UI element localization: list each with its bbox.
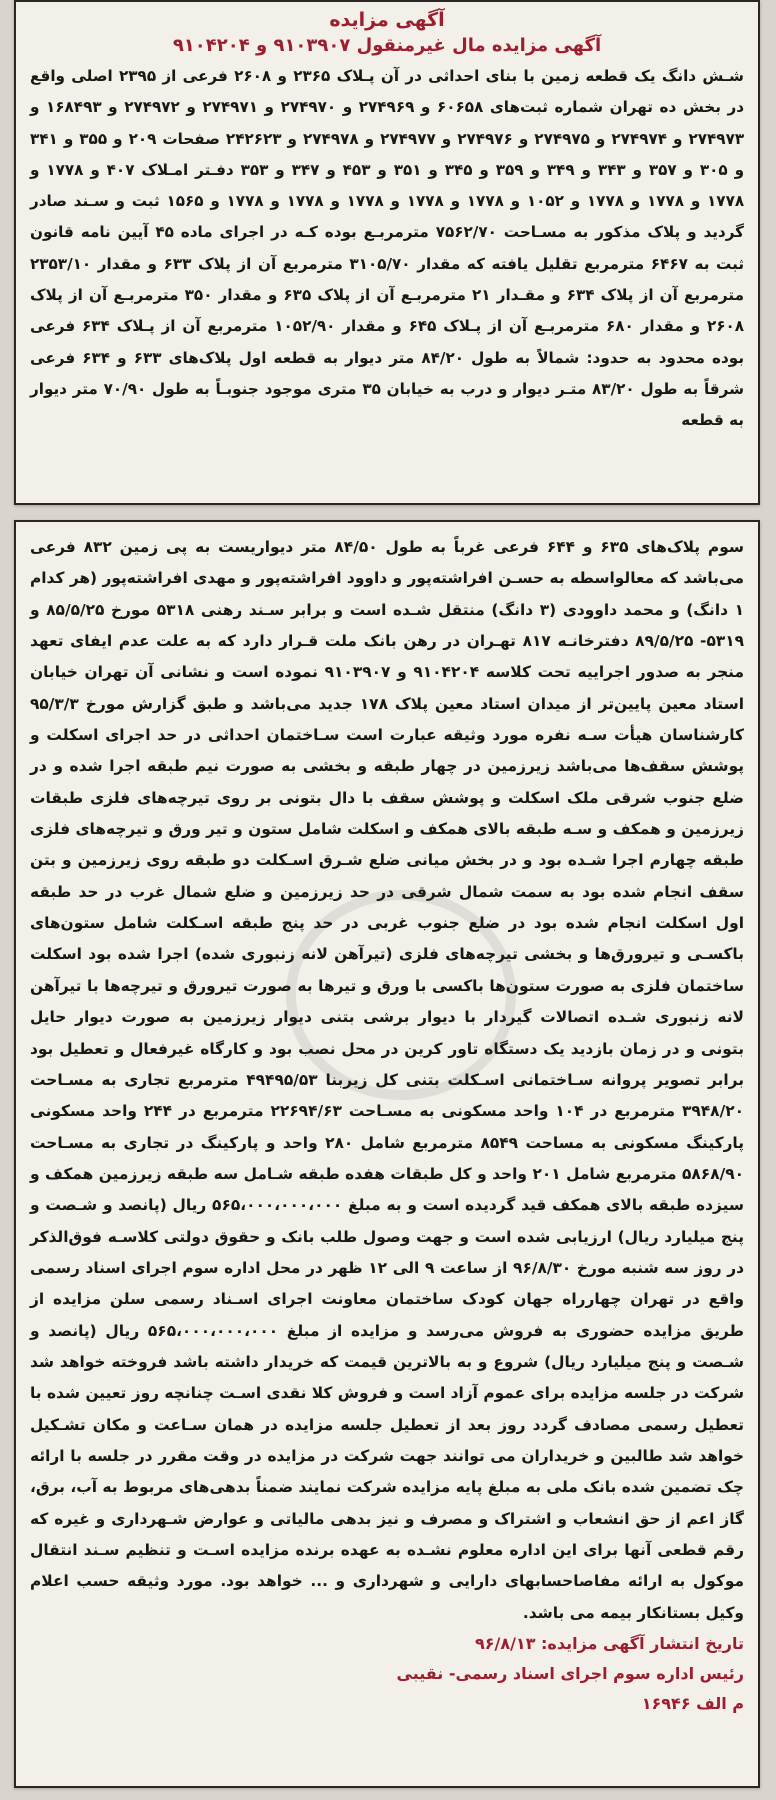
notice-bottom-section <box>14 520 760 1788</box>
notice-subtitle: آگهی مزایده مال غیرمنقول ۹۱۰۳۹۰۷ و ۹۱۰۴۲۰۴ <box>172 35 602 56</box>
notice-code: م الف ۱۶۹۴۶ <box>641 1694 744 1714</box>
notice-body-part2: سوم پلاک‌های ۶۳۵ و ۶۴۴ فرعی غرباً به طول ۸۴/۵۰ متر دیواریست به پی زمین ۸۳۲ فرعی می‌باشد که معالواسطه به حسـن افراشته‌پور و داوود افراشته‌پور و مهدی افراشته‌پور (هر کدام ۱ دانگ) و محمد داوودی (۳ دانگ) منتقل شـده است و برابر سـند رهنی ۵۳۱۸ مورخ ۸۵/۵/۲۵ و ۵۳۱۹- ۸۹/۵/۲۵ دفترخانـه ۸۱۷ تهـران در رهن بانک ملت قـرار دارد که به علت عدم ایفای تعهد منجر به صدور اجراییه تحت کلاسه ۹۱۰۴۲۰۴ و ۹۱۰۳۹۰۷ نموده است و نشانی آن تهران خیابان استاد معین پایین‌تر از میدان استاد معین پلاک ۱۷۸ جدید می‌باشد و طبق گزارش مورخ ۹۵/۳/۳ کارشناسان هیأت سـه نفره مورد وثیقه عبارت است سـاختمان احداثی در حد اجرای اسکلت و پوشش سقف‌ها می‌باشد زیرزمین در چهار طبقه و بخشی به صورت نیم طبقه اجرا شده و در ضلع جنوب شرقی ملک اسکلت و پوشش سقف با دال بتونی بر روی تیرچه‌های فلزی طبقات زیرزمین و همکف و سـه طبقه بالای همکف و اسکلت شامل ستون و تیر ورق و تیرچه‌های فلزی طبقه چهارم اجرا شـده بود و در بخش میانی ضلع شـرق اسـکلت دو طبقه روی زیرزمین و بتن سقف انجام شده بود به سمت شمال شرقی در حد زیرزمین و ضلع شمال غرب در حد طبقه اول اسکلت انجام شده بود در ضلع جنوب غربی در حد پنج طبقه اسـکلت شامل ستون‌های باکسـی و تیرورق‌ها و بخشی تیرچه‌های فلزی (تیرآهن لانه زنبوری شده) اجرا شده بود اسکلت ساختمان فلزی به صورت ستون‌ها باکسی با ورق و تیرها به صورت تیرورق و تیرچه‌ها با تیرآهن لانه زنبوری شـده اتصالات گیردار با دیوار برشی بتنی دیوار زیرزمین به صورت دیوار حایل بتونی و در زمان بازدید یک دستگاه تاور کرین در محل نصب بود و کارگاه غیرفعال و تعطیل بود برابر تصویر پروانه سـاختمانی اسـکلت بتنی کل زیربنا ۴۹۴۹۵/۵۳ مترمربع تجاری به مسـاحت ۳۹۴۸/۲۰ مترمربع در ۱۰۴ واحد مسکونی به مسـاحت ۲۲۶۹۴/۶۳ مترمربع در ۲۴۴ واحد مسکونی پارکینگ مسکونی به مساحت ۸۵۴۹ مترمربع شامل ۲۸۰ واحد و پارکینگ در تجاری به مسـاحت ۵۸۶۸/۹۰ مترمربع شامل ۲۰۱ واحد و کل طبقات هفده طبقه شـامل سه طبقه زیرزمین همکف و سیزده طبقه بالای همکف قید گردیده است و به مبلغ ۵۶۵،۰۰۰،۰۰۰،۰۰۰ ریال (پانصد و شـصت و پنج میلیارد ریال) ارزیابی شده است و جهت وصول طلب بانک و حقوق دولتی کلاسـه فوق‌الذکر در روز سه شنبه مورخ ۹۶/۸/۳۰ از ساعت ۹ الی ۱۲ ظهر در محل اداره سوم اجرای اسناد رسمی واقع در تهران چهارراه جهان کودک ساختمان معاونت اجرای اسـناد رسمی سلن مزایده از طریق مزایده حضوری به فروش می‌رسد و مزایده از مبلغ ۵۶۵،۰۰۰،۰۰۰،۰۰۰ ریال (پانصد و شـصت و پنج میلیارد ریال) شروع و به بالاترین قیمت که خریدار داشته باشد فروخته خواهد شد شرکت در جلسه مزایده برای عموم آزاد است و فروش کلا نقدی اسـت چنانچه روز تعیین شده با تعطیل رسمی مصادف گردد روز بعد از تعطیل جلسه مزایده در همان سـاعت و مکان تشـکیل خواهد شد طالبین و خریداران می توانند جهت شرکت در مزایده در وقت مقرر در جلسه با ارائه چک تضمین شده بانک ملی به مبلغ پایه مزایده شرکت نمایند ضمناً بدهی‌های مربوط به آب، برق، گاز اعم از حق انشعاب و اشتراک و مصرف و نیز بدهی مالیاتی و عوارض شـهرداری و غیره که رقم قطعی آنها برای این اداره معلوم نشـده به عهده برنده مزایده اسـت و تنظیم سـند انتقال موکول به ارائه مفاصاحسابهای دارایی و شهرداری و ... خواهد بود. مورد وثیقه حسب اعلام وکیل بستانکار بیمه می باشد. <box>30 538 745 1622</box>
notice-body-part1: شـش دانگ یک قطعه زمین با بنای احداثی در آن پـلاک ۲۳۶۵ و ۲۶۰۸ فرعی از ۲۳۹۵ اصلی واقع در بخش ده تهران شماره ثبت‌های ۶۰۶۵۸ و ۲۷۴۹۶۹ و ۲۷۴۹۷۰ و ۲۷۴۹۷۱ و ۲۷۴۹۷۲ و ۱۶۸۴۹۳ و ۲۷۴۹۷۳ و ۲۷۴۹۷۴ و ۲۷۴۹۷۵ و ۲۷۴۹۷۶ و ۲۷۴۹۷۷ و ۲۷۴۹۷۸ و ۲۴۲۶۲۳ صفحات ۲۰۹ و ۳۵۵ و ۳۴۱ و ۳۰۵ و ۳۵۷ و ۳۴۳ و ۳۴۹ و ۳۵۹ و ۳۴۵ و ۳۵۱ و ۴۵۳ و ۳۴۷ و ۳۵۳ دفـتر امـلاک ۴۰۷ و ۱۷۷۸ و ۱۷۷۸ و ۱۷۷۸ و ۱۷۷۸ و ۱۰۵۲ و ۱۷۷۸ و ۱۷۷۸ و ۱۷۷۸ و ۱۷۷۸ و ۱۷۷۸ و ۱۵۶۵ ثبت و سـند صادر گردید و پلاک مذکور به مسـاحت ۷۵۶۲/۷۰ مترمربـع بوده کـه در اجرای ماده ۴۵ آیین نامه قانون ثبت به ۶۴۶۷ مترمربع تقلیل یافته که مقدار ۳۱۰۵/۷۰ مترمربع آن از پلاک ۶۳۳ و مقدار ۲۳۵۳/۱۰ مترمربع آن از پلاک ۶۳۴ و مقـدار ۲۱ مترمربـع آن از پلاک ۶۳۵ و مقدار ۳۵۰ مترمربـع آن از پلاک ۲۶۰۸ و مقدار ۶۸۰ مترمربـع آن از پـلاک ۶۴۵ و مقدار ۱۰۵۲/۹۰ مترمربع آن از پـلاک ۶۳۴ فرعی بوده محدود به حدود: شمالاً به طول ۸۴/۲۰ متر دیوار به قطعه اول پلاک‌های ۶۳۳ و ۶۳۴ فرعی شرقاً به طول ۸۳/۲۰ متـر دیوار و درب به خیابان ۳۵ متری موجود جنوبـاً به طول ۷۰/۹۰ متر دیوار به قطعه <box>30 67 745 430</box>
notice-top-section <box>14 0 760 505</box>
publish-date: تاریخ انتشار آگهی مزایده: ۹۶/۸/۱۳ <box>474 1634 744 1654</box>
notice-title: آگهی مزایده <box>329 9 445 31</box>
signature-line: رئیس اداره سوم اجرای اسناد رسمی- نقیبی <box>396 1664 744 1684</box>
